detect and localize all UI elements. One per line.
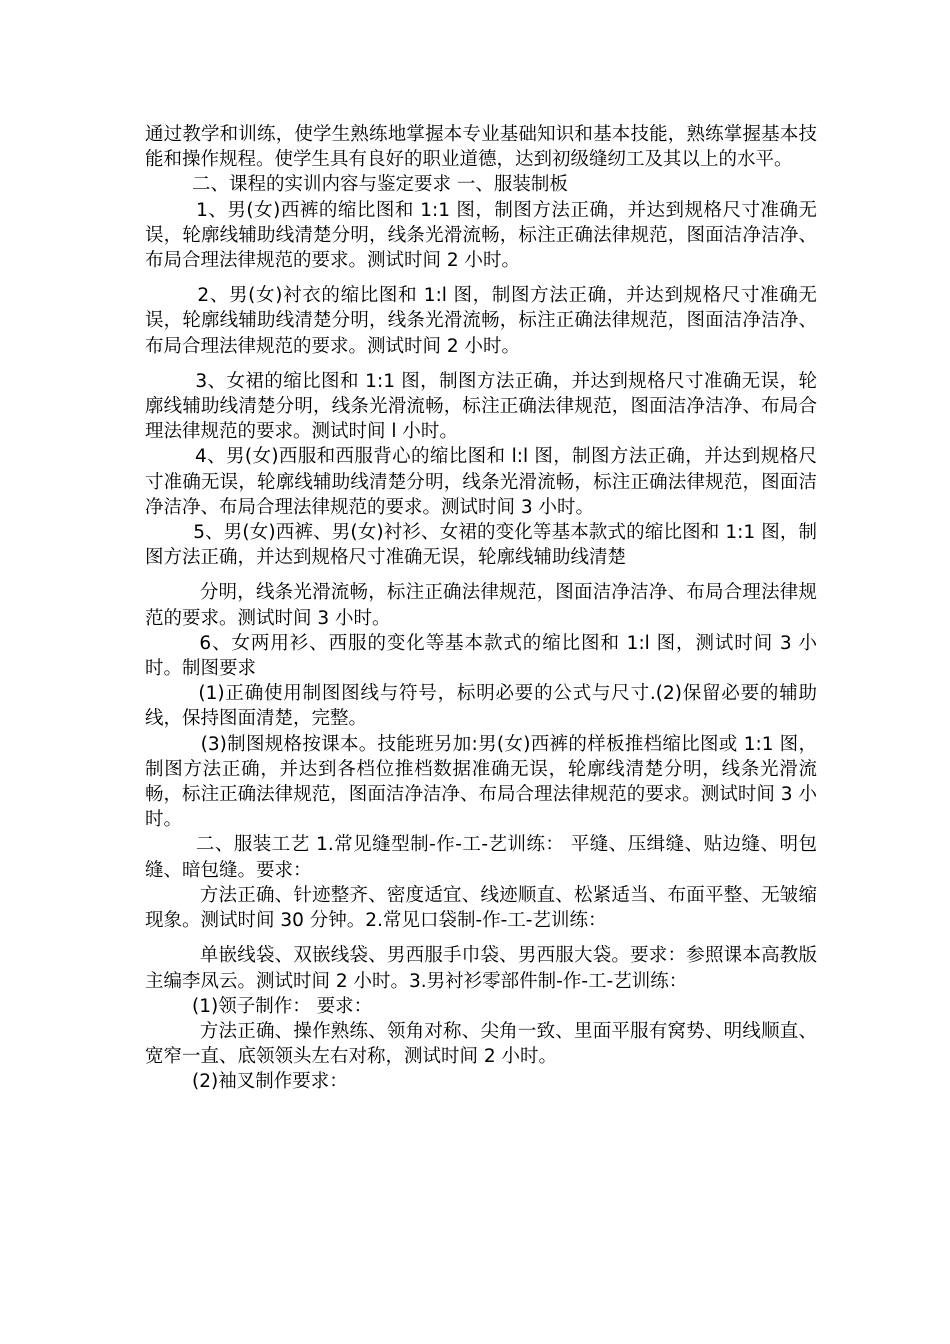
paragraph-item-5-continued: 分明，线条光滑流畅，标注正确法律规范，图面洁净洁净、布局合理法律规范的要求。测试时间 3 小时。	[145, 582, 817, 629]
paragraph-spacer	[145, 570, 817, 580]
paragraph-item-4: 4、男(女)西服和西服背心的缩比图和 l:l 图，制图方法正确，并达到规格尺寸准确无误，轮廓线辅助线清楚分明，线条光滑流畅，标注正确法律规范，图面洁净洁净、布局合理法律规范的要求。测试时间 3 小时。	[145, 446, 818, 518]
paragraph-item-6: 6、女两用衫、西服的变化等基本款式的缩比图和 1:l 图，测试时间 3 小时。制图要求	[145, 632, 818, 680]
paragraph-item-1: 1、男(女)西裤的缩比图和 1:1 图，制图方法正确，并达到规格尺寸准确无误，轮廓线辅助线清楚分明，线条光滑流畅，标注正确法律规范，图面洁净洁净、布局合理法律规范的要求。测试时间 2 小时。	[145, 199, 817, 272]
paragraph-spacer	[145, 273, 817, 283]
paragraph-collar-requirements: 方法正确、操作熟练、领角对称、尖角一致、里面平服有窝势、明线顺直、宽窄一直、底领领头左右对称，测试时间 2 小时。	[145, 1020, 817, 1068]
paragraph-drawing-requirements: (1)正确使用制图图线与符号，标明必要的公式与尺寸.(2)保留必要的辅助线，保持图面清楚，完整。	[145, 683, 818, 730]
paragraph-item-3: 3、女裙的缩比图和 1:1 图，制图方法正确，并达到规格尺寸准确无误，轮廓线辅助线清楚分明，线条光滑流畅，标注正确法律规范，图面洁净洁净、布局合理法律规范的要求。测试时间 l 小时。	[145, 370, 817, 443]
paragraph-seam-requirements: 方法正确、针迹整齐、密度适宜、线迹顺直、松紧适当、布面平整、无皱缩现象。测试时间 30 分钟。2.常见口袋制-作-工-艺训练：	[145, 884, 817, 932]
paragraph-spacer	[145, 359, 817, 369]
paragraph-item-2: 2、男(女)衬衣的缩比图和 1:l 图，制图方法正确，并达到规格尺寸准确无误，轮廓线辅助线清楚分明，线条光滑流畅，标注正确法律规范，图面洁净洁净、布局合理法律规范的要求。测试时间 2 小时。	[145, 285, 817, 357]
paragraph-spacer	[145, 933, 817, 943]
section-heading-garment-craft: 二、服装工艺 1.常见缝型制-作-工-艺训练： 平缝、压缉缝、贴边缝、明包缝、暗包缝。要求：	[145, 834, 817, 881]
paragraph-drawing-spec: (3)制图规格按课本。技能班另加:男(女)西裤的样板推档缩比图或 1:1 图，制图方法正确，并达到各档位推档数据准确无误，轮廓线清楚分明，线条光滑流畅，标注正确法律规范，图面洁净洁净、布局合理法律规范的要求。测试时间 3 小时。	[145, 733, 817, 831]
document-body	[145, 122, 817, 1095]
paragraph-collar-heading: (1)领子制作： 要求：	[145, 995, 373, 1017]
paragraph-placket-heading: (2)袖叉制作要求：	[145, 1071, 348, 1093]
paragraph-pocket-requirements: 单嵌线袋、双嵌线袋、男西服手巾袋、男西服大袋。要求：参照课本高教版主编李凤云。测试时间 2 小时。3.男衬衫零部件制-作-工-艺训练：	[145, 945, 817, 992]
paragraph-item-5: 5、男(女)西裤、男(女)衬衫、女裙的变化等基本款式的缩比图和 1:1 图，制图方法正确，并达到规格尺寸准确无误，轮廓线辅助线清楚	[145, 522, 817, 569]
section-heading-training-content: 二、课程的实训内容与鉴定要求 一、服装制板	[145, 174, 568, 196]
paragraph-intro: 通过教学和训练，使学生熟练地掌握本专业基础知识和基本技能，熟练掌握基本技能和操作规程。使学生具有良好的职业道德，达到初级缝纫工及其以上的水平。	[145, 124, 817, 171]
